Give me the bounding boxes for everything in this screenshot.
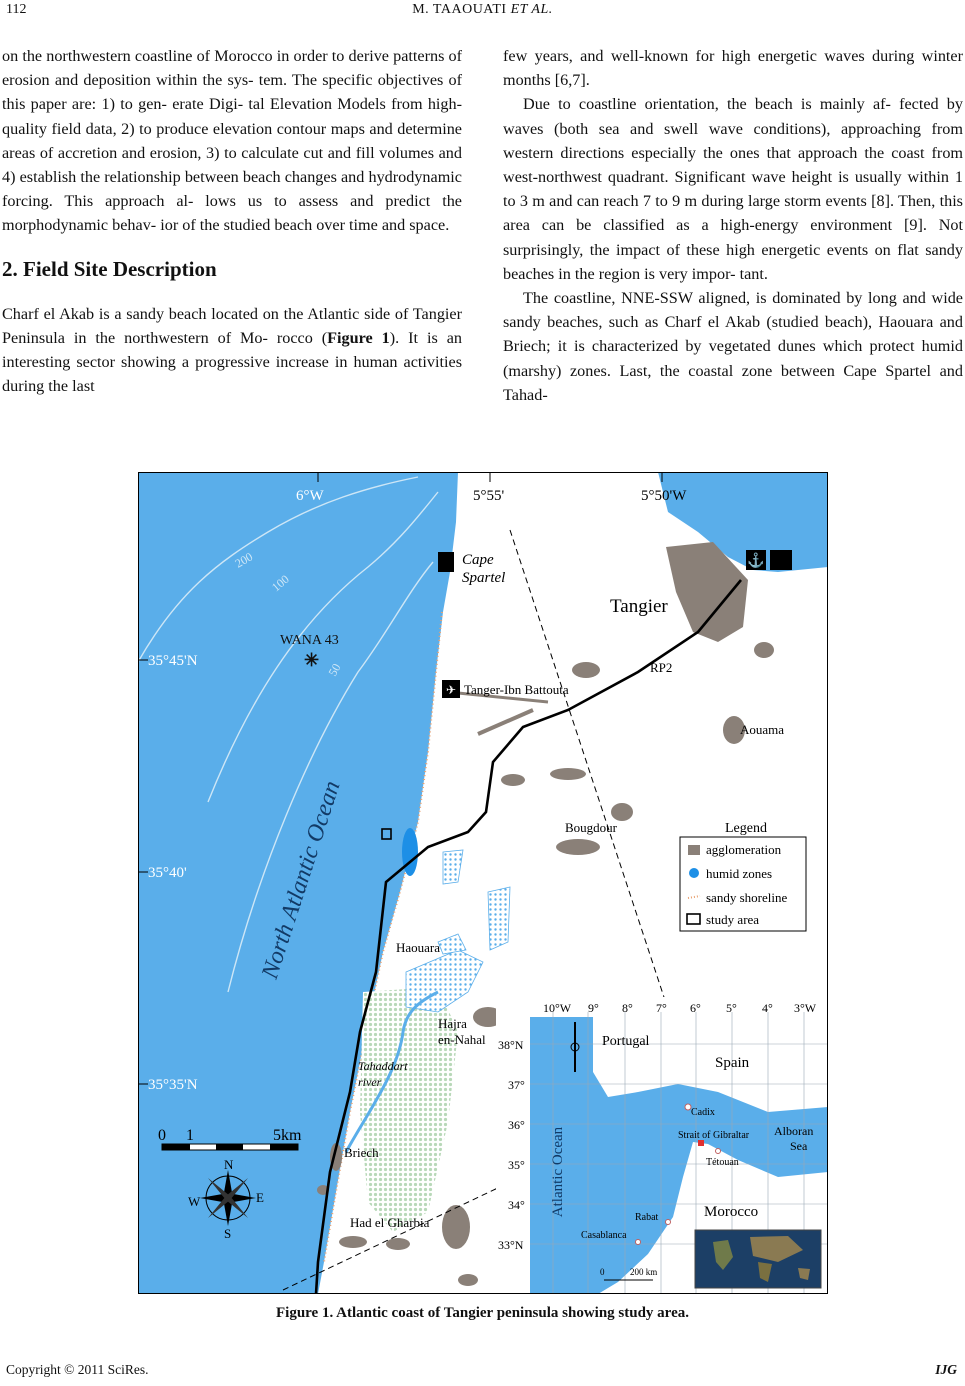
airport-label: Tanger-Ibn Battouta [464, 682, 569, 697]
depth-label-100: 100 [268, 572, 292, 595]
legend-swatch-humid [689, 868, 699, 878]
agglomeration-4 [611, 803, 633, 821]
copyright: Copyright © 2011 SciRes. [6, 1362, 149, 1377]
left-column [2, 44, 462, 398]
section-heading: 2. Field Site Description [2, 256, 217, 281]
tangier-label: Tangier [610, 596, 668, 617]
inset-tetouan: Tétouan [706, 1157, 739, 1168]
inset-tetouan-dot [716, 1149, 721, 1154]
inset-sea-north [530, 1017, 593, 1072]
legend-item-shoreline: sandy shoreline [706, 890, 788, 905]
rp2-label: RP2 [650, 660, 673, 675]
inset-lon-6: 5° [726, 1001, 737, 1015]
inset-lat-1: 38°N [498, 1038, 524, 1052]
inset-portugal: Portugal [602, 1034, 650, 1049]
depth-label-200: 200 [232, 549, 256, 571]
legend-item-study: study area [706, 912, 760, 927]
inset-lat-4: 35° [508, 1158, 525, 1172]
scale-one: 1 [186, 1127, 194, 1144]
haouara-label: Haouara [396, 940, 441, 955]
river-label-line1: Tahaddart [358, 1059, 408, 1073]
inset-casablanca: Casablanca [581, 1230, 627, 1241]
lat-label-3535n: 35°35'N [148, 1077, 198, 1093]
lat-label-3545n: 35°45'N [148, 653, 198, 669]
para2-end: ). It is an interesting sector showing a progressive increase in human activities during the last [2, 328, 463, 396]
running-author [0, 2, 965, 18]
agglomeration-7 [386, 1238, 410, 1250]
compass-n: N [224, 1157, 234, 1172]
agglomeration-2 [550, 768, 586, 780]
inset-spain: Spain [715, 1055, 750, 1071]
legend-item-humid: humid zones [706, 866, 773, 881]
legend [680, 821, 806, 931]
journal-name: IJG [935, 1362, 957, 1377]
hajra-label-line1: Hajra [438, 1016, 467, 1031]
inset-rabat-dot [666, 1220, 671, 1225]
left-paragraph-1: on the northwestern coastline of Morocco in order to derive patterns of erosion and deposition within the sys- tem. The specific objectives of this paper are: 1) to gen- erate Digi- tal Elevation Models from high-quality field data, 2) to produce elevation contour maps and determine areas of accretion and erosion, 3) to calculate cut and fill volumes and 4) establish the relationship between beach changes and hydrodynamic forcing. This approach al- lows us to assess and predict the morphodynamic behav- ior of the studied beach over time and space. [2, 47, 462, 235]
figure-caption: Figure 1. Atlantic coast of Tangier peninsula showing study area. [276, 1305, 689, 1321]
scale-seg-2 [216, 1144, 243, 1150]
legend-title: Legend [725, 821, 767, 836]
right-paragraph-1: few years, and well-known for high energetic waves during winter months [6,7]. [503, 47, 963, 90]
figure-reference[interactable]: Figure 1 [327, 328, 390, 347]
page-number: 112 [6, 2, 27, 17]
buoy-asterisk-icon: ✳ [304, 650, 320, 670]
figure-map [138, 472, 828, 1294]
scale-seg-1 [162, 1144, 190, 1150]
legend-swatch-agglomeration [688, 845, 700, 855]
legend-item-agglomeration: agglomeration [706, 842, 782, 857]
right-paragraph-3: The coastline, NNE-SSW aligned, is dominated by long and wide sandy beaches, such as Charf el Akab (studied beach), Haouara and Briech; it is characterized by vegetated dunes which protect humid (marshy) zones. Last, the coastal zone between Cape Spartel and Tahad- [503, 289, 963, 404]
lon-label-555: 5°55' [473, 488, 505, 504]
buoy-label: WANA 43 [280, 633, 339, 648]
agglomeration-east [754, 642, 774, 658]
compass-s: S [224, 1226, 232, 1241]
inset-lon-1: 10°W [543, 1001, 572, 1015]
inset-rabat: Rabat [635, 1212, 659, 1223]
bougdour-label: Bougdour [565, 820, 617, 835]
cape-label-line2: Spartel [462, 570, 506, 586]
agglomeration-1 [572, 662, 600, 678]
inset-morocco: Morocco [704, 1204, 759, 1220]
right-column [503, 44, 963, 407]
lat-label-3540: 35°40' [148, 865, 187, 881]
inset-scale-zero: 0 [600, 1267, 605, 1277]
had-label: Had el Gharbia [350, 1215, 430, 1230]
aouama-label: Aouama [740, 722, 785, 737]
river-label-line2: river [358, 1075, 382, 1089]
inset-lon-2: 9° [588, 1001, 599, 1015]
scale-five: 5km [273, 1127, 302, 1144]
author-name: M. TAAOUATI [412, 2, 507, 17]
airport-glyph: ✈ [445, 683, 457, 697]
compass-w: W [188, 1194, 201, 1209]
author-etal: ET AL. [510, 2, 553, 17]
humid-zone-lake [402, 828, 418, 876]
ship-icon [770, 550, 792, 570]
hajra-label-line2: en-Nahal [438, 1032, 486, 1047]
scale-zero: 0 [158, 1127, 166, 1144]
inset-alboran-2: Sea [790, 1139, 808, 1153]
inset-lon-7: 4° [762, 1001, 773, 1015]
agglomeration-8 [458, 1274, 478, 1286]
inset-map [496, 997, 828, 1294]
humid-zone-2 [488, 887, 510, 950]
inset-alboran-1: Alboran [774, 1124, 814, 1138]
ocean-label: North Atlantic Ocean [257, 777, 346, 982]
inset-lat-6: 33°N [498, 1238, 524, 1252]
inset-cadix: Cadix [691, 1107, 715, 1118]
lighthouse-icon [438, 552, 454, 572]
inset-lat-3: 36° [508, 1118, 525, 1132]
inset-lon-8: 3°W [794, 1001, 817, 1015]
lon-label-550w: 5°50'W [641, 488, 687, 504]
running-header [0, 0, 965, 26]
inset-lat-2: 37° [508, 1078, 525, 1092]
inset-gibraltar: Strait of Gibraltar [678, 1130, 750, 1141]
inset-lon-5: 6° [690, 1001, 701, 1015]
inset-scale-200: 200 km [630, 1267, 658, 1277]
inset-casablanca-dot [636, 1240, 641, 1245]
depth-label-50: 50 [325, 661, 344, 679]
inset-lat-5: 34° [508, 1198, 525, 1212]
lon-label-6w: 6°W [296, 488, 324, 504]
inset-atlantic: Atlantic Ocean [550, 1126, 566, 1218]
compass-e: E [256, 1190, 264, 1205]
inset-lon-3: 8° [622, 1001, 633, 1015]
agglomeration-3 [501, 774, 525, 786]
agglomeration-had [442, 1205, 470, 1249]
agglomeration-6 [339, 1236, 367, 1248]
anchor-glyph: ⚓ [747, 554, 765, 569]
para2-start: Charf el Akab is a sandy beach located on the Atlantic side of Tangier Peninsula in the northwestern of Mo- rocco ( [2, 304, 462, 347]
left-paragraph-2 [2, 302, 462, 399]
cape-label-line1: Cape [462, 552, 494, 568]
right-paragraph-2: Due to coastline orientation, the beach is mainly af- fected by waves (both sea and swell wave conditions), approaching from western directions especially the ones that approach the coast from west-northwest quadrant. Significant wave height is usually within 1 to 3 m and can reach 7 to 9 m during large storm events [8]. Then, this area can be classified as a high-energy environment [9]. Not surprisingly, the impact of these high energetic events on flat sandy beaches in the region is very impor- tant. [503, 95, 963, 283]
inset-lon-4: 7° [656, 1001, 667, 1015]
map-svg [138, 472, 828, 1294]
scale-seg-3 [270, 1144, 298, 1150]
briech-label: Briech [344, 1145, 379, 1160]
agglomeration-bougdour [556, 839, 600, 855]
